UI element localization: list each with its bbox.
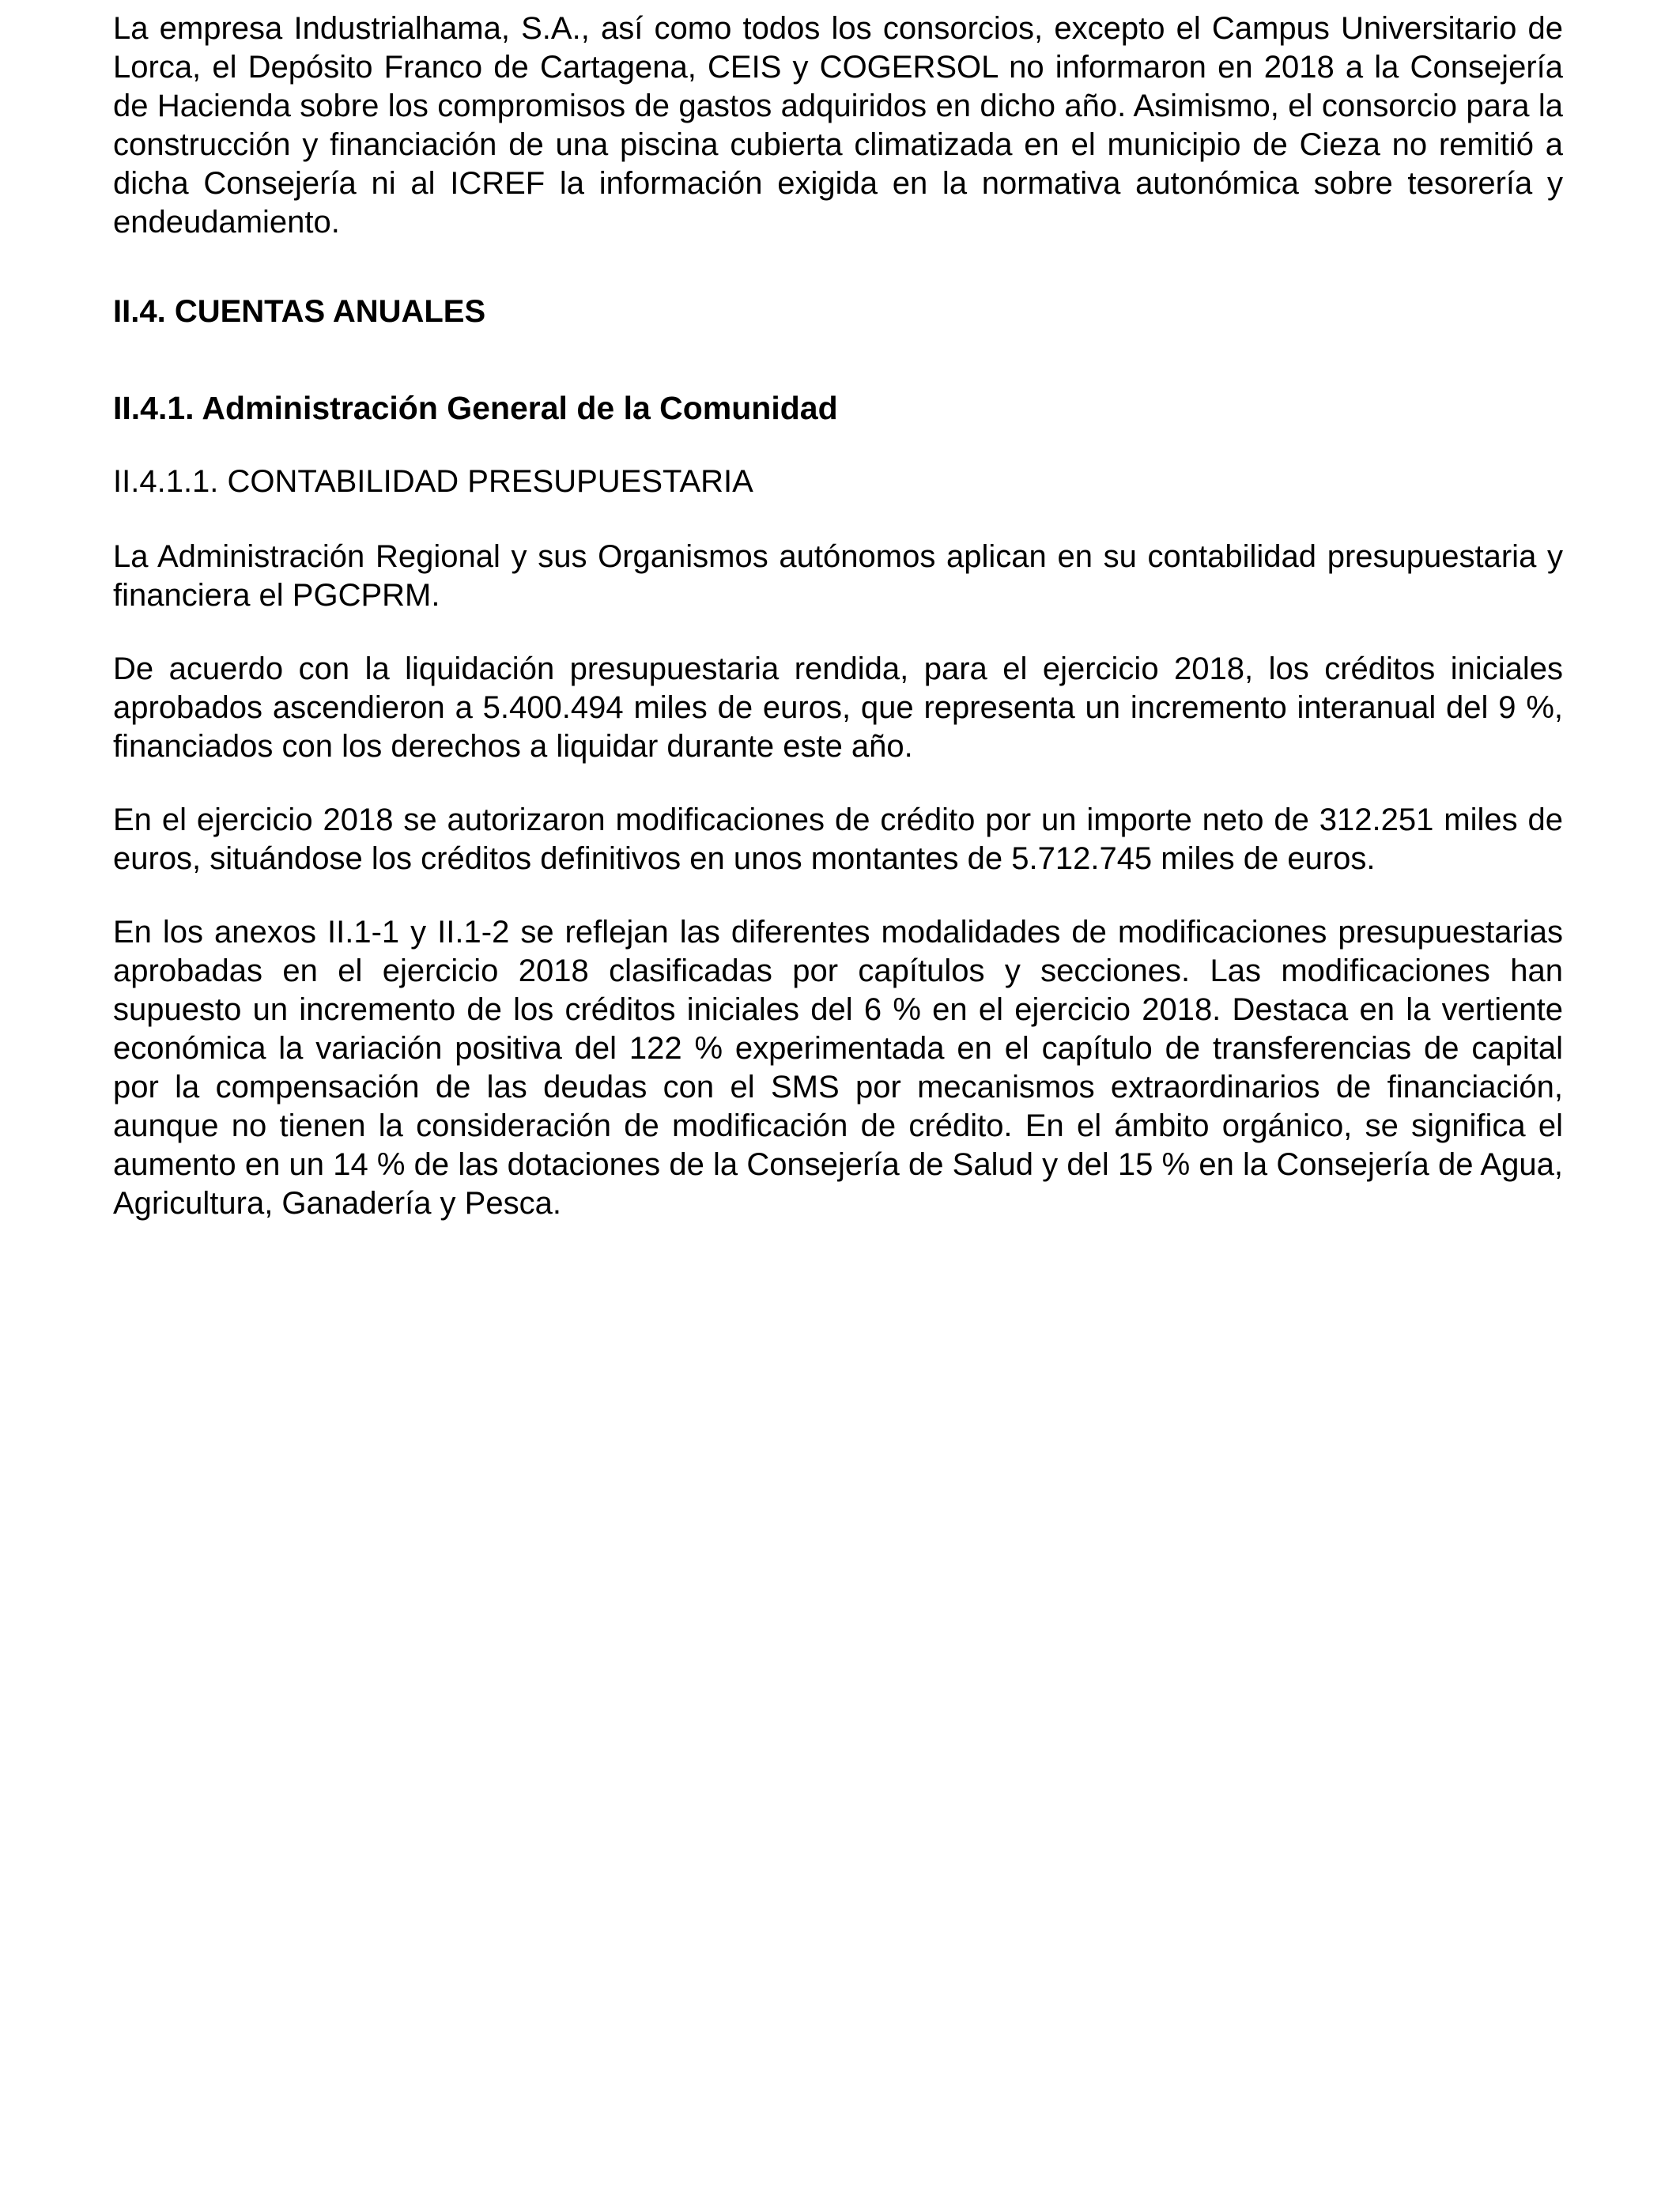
body-paragraph: La Administración Regional y sus Organismos autónomos aplican en su contabilidad presupuestaria y financiera el PGCPRM. [113,539,1563,613]
spacer [113,878,1563,913]
body-paragraph: En el ejercicio 2018 se autorizaron modificaciones de crédito por un importe neto de 312.251 miles de euros, situándose los créditos definitivos en unos montantes de 5.712.745 miles de euros. [113,802,1563,876]
document-page [113,9,1563,1223]
spacer [113,242,1563,293]
subsubsection-heading: II.4.1.1. CONTABILIDAD PRESUPUESTARIA [113,464,753,499]
spacer [113,331,1563,389]
spacer [113,615,1563,650]
subsection-heading: II.4.1. Administración General de la Comunidad [113,390,838,426]
intro-paragraph: La empresa Industrialhama, S.A., así como todos los consorcios, excepto el Campus Universitario de Lorca, el Depósito Franco de Cartagena, CEIS y COGERSOL no informaron en 2018 a la Consejería de Hacienda sobre los compromisos de gastos adquiridos en dicho año. Asimismo, el consorcio para la construcción y financiación de una piscina cubierta climatizada en el municipio de Cieza no remitió a dicha Consejería ni al ICREF la información exigida en la normativa autonómica sobre tesorería y endeudamiento. [113,11,1563,240]
section-heading: II.4. CUENTAS ANUALES [113,294,486,329]
spacer [113,428,1563,463]
spacer [113,501,1563,538]
body-paragraph: De acuerdo con la liquidación presupuestaria rendida, para el ejercicio 2018, los créditos iniciales aprobados ascendieron a 5.400.494 miles de euros, que representa un incremento interanual del 9 %, financiados con los derechos a liquidar durante este año. [113,651,1563,764]
body-paragraph: En los anexos II.1-1 y II.1-2 se reflejan las diferentes modalidades de modificaciones presupuestarias aprobadas en el ejercicio 2018 clasificadas por capítulos y secciones. Las modificaciones han supuesto un incremento de los créditos iniciales del 6 % en el ejercicio 2018. Destaca en la vertiente económica la variación positiva del 122 % experimentada en el capítulo de transferencias de capital por la compensación de las deudas con el SMS por mecanismos extraordinarios de financiación, aunque no tienen la consideración de modificación de crédito. En el ámbito orgánico, se significa el aumento en un 14 % de las dotaciones de la Consejería de Salud y del 15 % en la Consejería de Agua, Agricultura, Ganadería y Pesca. [113,915,1563,1221]
spacer [113,766,1563,801]
